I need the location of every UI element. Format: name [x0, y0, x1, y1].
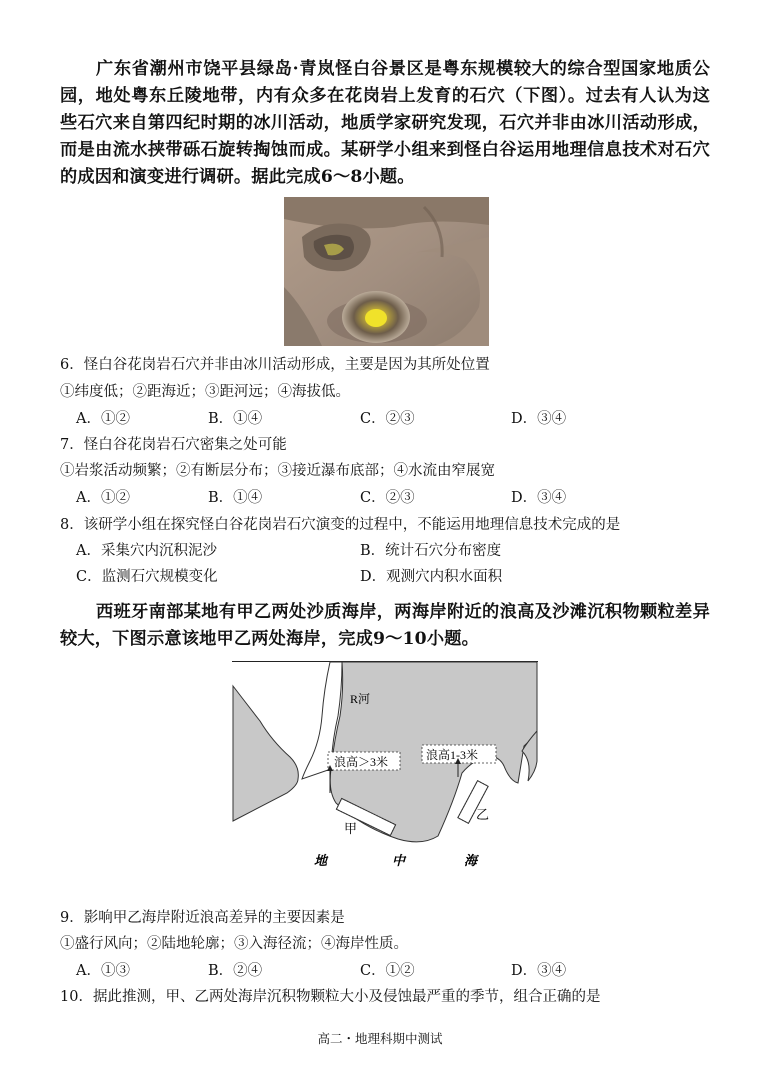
q8-stem: 8．该研学小组在探究怪白谷花岗岩石穴演变的过程中，不能运用地理信息技术完成的是 — [60, 517, 621, 533]
q8-option-a: A．采集穴内沉积泥沙 — [76, 543, 217, 559]
q7-items: ①岩浆活动频繁；②有断层分布；③接近瀑布底部；④水流由窄展宽 — [60, 463, 495, 479]
q8-option-c: C．监测石穴规模变化 — [76, 569, 218, 585]
wave-label-jia: 浪高＞3米 — [334, 755, 389, 769]
q8-option-b: B．统计石穴分布密度 — [360, 543, 502, 559]
q6-option-c: C．②③ — [360, 411, 415, 427]
q9-option-a: A．①③ — [76, 963, 130, 979]
granite-pothole-photo — [284, 197, 489, 346]
sea-label-2: 中 — [392, 853, 406, 868]
intro-paragraph-2: 西班牙南部某地有甲乙两处沙质海岸，两海岸附近的浪高及沙滩沉积物颗粒差异较大，下图示意该地甲乙两处海岸，完成9～10小题。 — [60, 602, 710, 649]
page-footer: 高二・地理科期中测试 — [317, 1031, 443, 1046]
q6-items: ①纬度低；②距海近；③距河远；④海拔低。 — [60, 384, 350, 400]
q6-stem: 6．怪白谷花岗岩石穴并非由冰川活动形成，主要是因为其所处位置 — [60, 357, 490, 373]
sea-label-3: 海 — [464, 853, 478, 868]
q10-stem: 10．据此推测，甲、乙两处海岸沉积物颗粒大小及侵蚀最严重的季节，组合正确的是 — [60, 989, 601, 1005]
q9-option-b: B．②④ — [208, 963, 263, 979]
q6-option-d: D．③④ — [511, 411, 567, 427]
label-jia: 甲 — [344, 821, 358, 836]
q7-option-a: A．①② — [76, 490, 130, 506]
q6-option-a: A．①② — [76, 411, 130, 427]
q9-option-d: D．③④ — [511, 963, 567, 979]
q9-stem: 9．影响甲乙海岸附近浪高差异的主要因素是 — [60, 910, 345, 926]
coast-map — [232, 661, 538, 886]
river-label: R河 — [350, 692, 371, 706]
intro-paragraph-1: 广东省潮州市饶平县绿岛·青岚怪白谷景区是粤东规模较大的综合型国家地质公园，地处粤东丘陵地带，内有众多在花岗岩上发育的石穴（下图）。过去有人认为这些石穴来自第四纪时期的冰川活动，地质学家研究发现，石穴并非由冰川活动形成，而是由流水挟带砾石旋转掏蚀而成。某研学小组来到怪白谷运用地理信息技术对石穴的成因和演变进行调研。据此完成6～8小题。 — [60, 59, 710, 187]
q7-stem: 7．怪白谷花岗岩石穴密集之处可能 — [60, 437, 287, 453]
q7-option-b: B．①④ — [208, 490, 263, 506]
q6-option-b: B．①④ — [208, 411, 263, 427]
q8-option-d: D．观测穴内积水面积 — [360, 569, 503, 585]
q9-option-c: C．①② — [360, 963, 415, 979]
wave-label-yi: 浪高1-3米 — [426, 748, 478, 762]
q7-option-d: D．③④ — [511, 490, 567, 506]
q7-option-c: C．②③ — [360, 490, 415, 506]
label-yi: 乙 — [476, 807, 490, 822]
sea-label-1: 地 — [314, 853, 328, 868]
q9-items: ①盛行风向；②陆地轮廓；③入海径流；④海岸性质。 — [60, 936, 408, 952]
